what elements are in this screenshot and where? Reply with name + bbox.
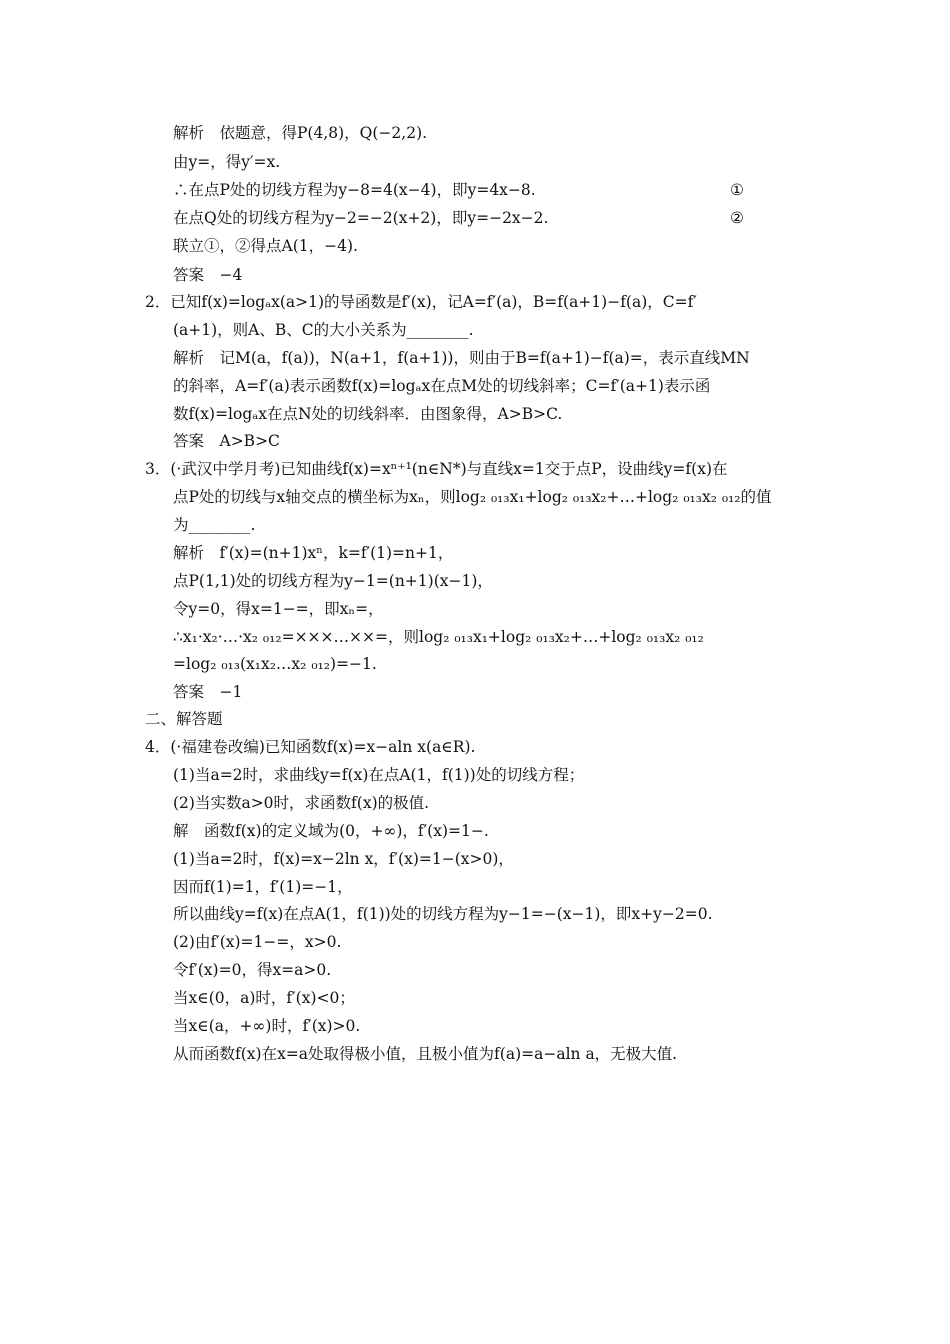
solution-line: 当x∈(a，+∞)时，f′(x)>0. bbox=[173, 1017, 361, 1035]
solution-line: 所以曲线y=f(x)在点A(1，f(1))处的切线方程为y−1=−(x−1)，即x+y−2=0. bbox=[173, 905, 713, 923]
question-4-line: (2)当实数a>0时，求函数f(x)的极值. bbox=[173, 794, 430, 812]
question-4-line: 4．(·福建卷改编)已知函数f(x)=x−aln x(a∈R). bbox=[145, 738, 476, 756]
solution-line: 数f(x)=logₐx在点N处的切线斜率．由图象得，A>B>C. bbox=[173, 405, 563, 423]
solution-line: ∴x₁·x₂·…·x₂ ₀₁₂=×××…××=，则log₂ ₀₁₃x₁+log₂ ₀₁₃x₂+…+log₂ ₀₁₃x₂ ₀₁₂ bbox=[173, 628, 704, 646]
solution-line: 令f′(x)=0，得x=a>0. bbox=[173, 961, 332, 979]
section-heading: 二、解答题 bbox=[145, 710, 223, 728]
solution-line: 由y=，得y′=x. bbox=[173, 153, 281, 171]
solution-line: 在点Q处的切线方程为y−2=−2(x+2)，即y=−2x−2. bbox=[173, 209, 549, 227]
solution-line: ∴在点P处的切线方程为y−8=4(x−4)，即y=4x−8. bbox=[173, 181, 536, 199]
solution-line: 点P(1,1)处的切线方程为y−1=(n+1)(x−1)， bbox=[173, 572, 493, 590]
question-2-line: (a+1)，则A、B、C的大小关系为________. bbox=[173, 321, 474, 339]
solution-line: 因而f(1)=1，f′(1)=−1， bbox=[173, 878, 353, 896]
question-3-line: 为________. bbox=[173, 516, 256, 534]
equation-marker-1: ① bbox=[730, 181, 744, 199]
question-2-line: 2．已知f(x)=logₐx(a>1)的导函数是f′(x)，记A=f′(a)，B=f(a+1)−f(a)，C=f′ bbox=[145, 293, 697, 311]
solution-line: (1)当a=2时，f(x)=x−2ln x，f′(x)=1−(x>0)， bbox=[173, 850, 514, 868]
equation-marker-2: ② bbox=[730, 209, 744, 227]
answer-line: 答案 A>B>C bbox=[173, 432, 280, 450]
solution-line: (2)由f′(x)=1−=，x>0. bbox=[173, 933, 342, 951]
solution-line: =log₂ ₀₁₃(x₁x₂…x₂ ₀₁₂)=−1. bbox=[173, 655, 377, 673]
solution-line: 联立①，②得点A(1，−4). bbox=[173, 237, 358, 255]
solution-line: 解析 f′(x)=(n+1)xⁿ，k=f′(1)=n+1， bbox=[173, 544, 454, 562]
solution-line: 的斜率，A=f′(a)表示函数f(x)=logₐx在点M处的切线斜率；C=f′(a+1)表示函 bbox=[173, 377, 711, 395]
question-3-line: 点P处的切线与x轴交点的横坐标为xₙ，则log₂ ₀₁₃x₁+log₂ ₀₁₃x₂+…+log₂ ₀₁₃x₂ ₀₁₂的值 bbox=[173, 488, 772, 506]
solution-line: 令y=0，得x=1−=，即xₙ=， bbox=[173, 600, 384, 618]
solution-line: 解析 记M(a，f(a))，N(a+1，f(a+1))，则由于B=f(a+1)−f(a)=，表示直线MN bbox=[173, 349, 750, 367]
solution-line: 当x∈(0，a)时，f′(x)<0； bbox=[173, 989, 355, 1007]
solution-line: 解 函数f(x)的定义域为(0，+∞)，f′(x)=1−. bbox=[173, 822, 489, 840]
solution-line: 从而函数f(x)在x=a处取得极小值，且极小值为f(a)=a−aln a，无极大值. bbox=[173, 1045, 678, 1063]
question-4-line: (1)当a=2时，求曲线y=f(x)在点A(1，f(1))处的切线方程； bbox=[173, 766, 585, 784]
answer-line: 答案 −1 bbox=[173, 683, 243, 701]
solution-line: 解析 依题意，得P(4,8)，Q(−2,2). bbox=[173, 124, 428, 142]
question-3-line: 3．(·武汉中学月考)已知曲线f(x)=xⁿ⁺¹(n∈N*)与直线x=1交于点P，设曲线y=f(x)在 bbox=[145, 460, 728, 478]
answer-line: 答案 −4 bbox=[173, 266, 243, 284]
